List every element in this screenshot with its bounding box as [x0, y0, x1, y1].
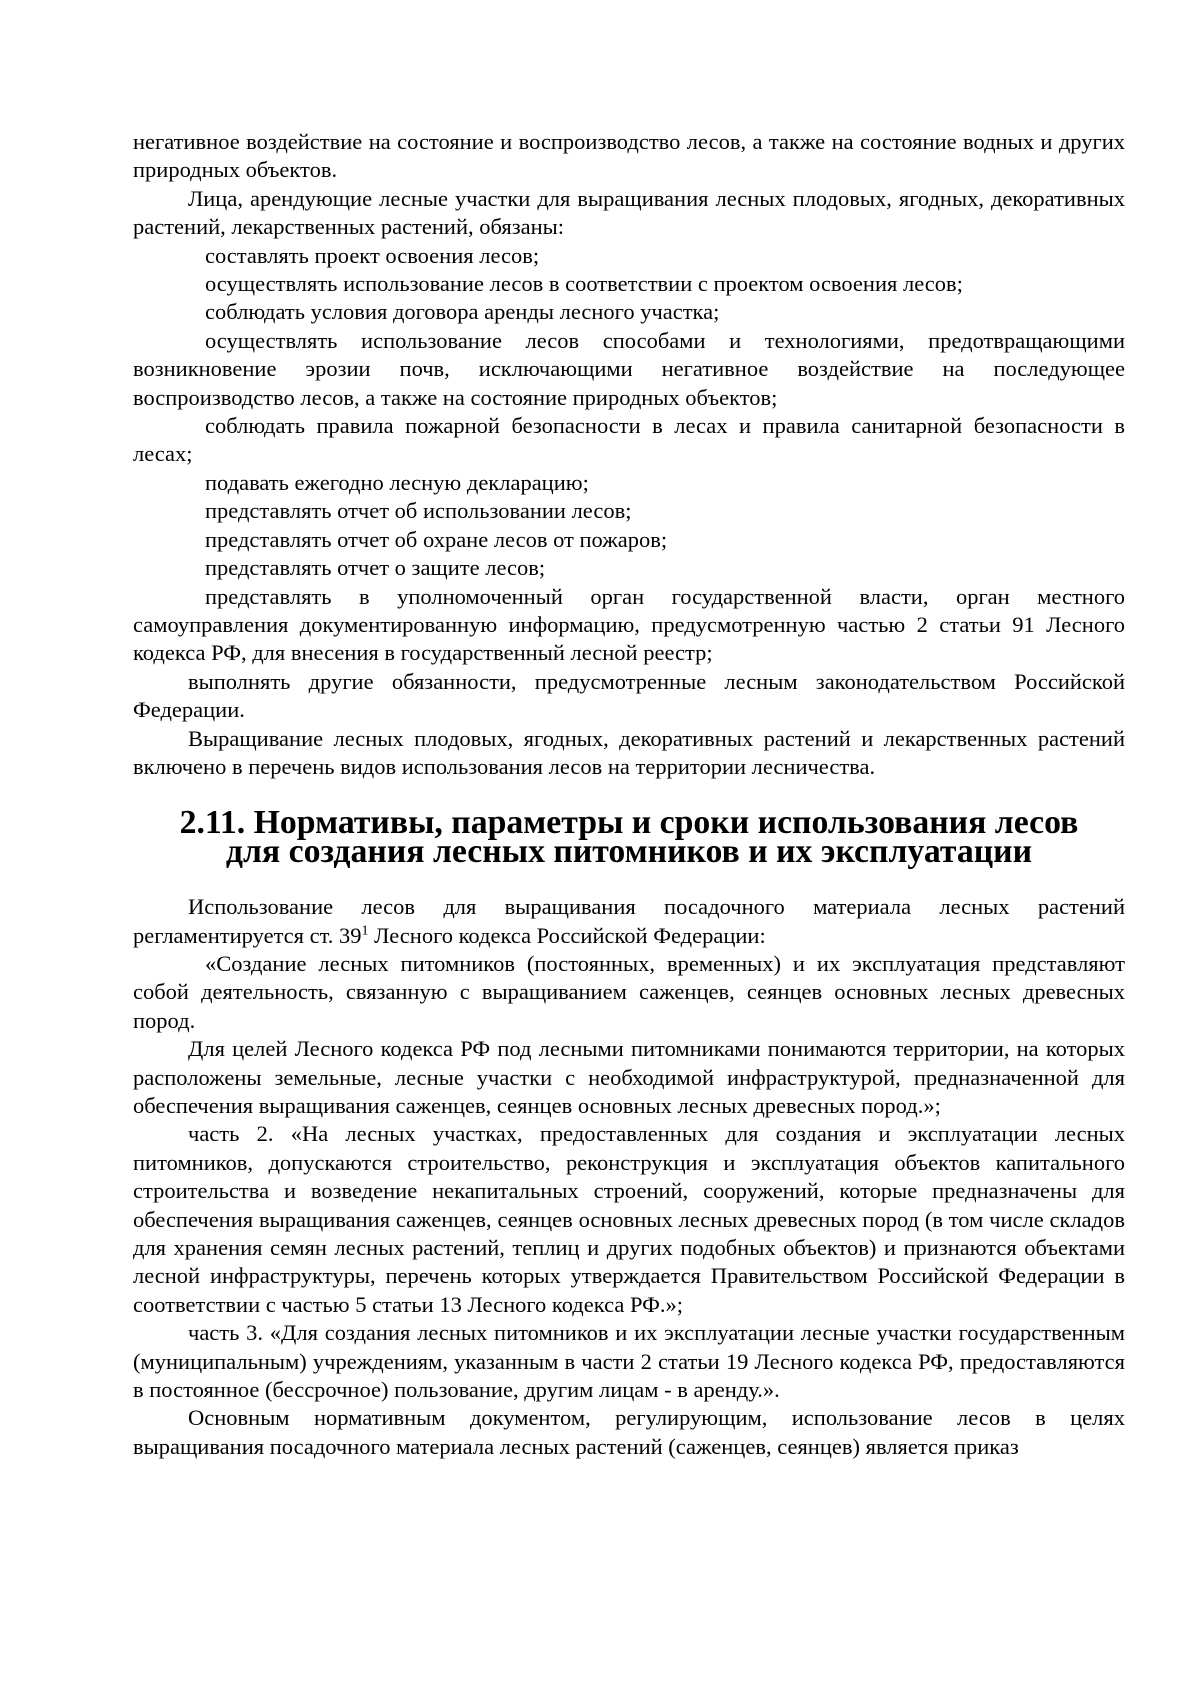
list-item: представлять отчет об охране лесов от пожаров; [205, 526, 668, 552]
list-item: представлять отчет об использовании лесов; [205, 498, 632, 524]
intro-text: Использование лесов для выращивания посадочного материала лесных растений регламентируется ст. 39 [133, 894, 1125, 948]
list-item: представлять в уполномоченный орган государственной власти, орган местного самоуправления документированную информацию, предусмотренную частью 2 статьи 91 Лесного кодекса РФ, для внесения в государственный лесной реестр; [133, 583, 1125, 666]
paragraphs-bottom [133, 950, 1125, 1461]
quote-paragraph: «Создание лесных питомников (постоянных, временных) и их эксплуатация представляют собой деятельность, связанную с выращиванием саженцев, сеянцев основных лесных древесных пород. [133, 950, 1125, 1033]
page-content [133, 128, 1125, 1461]
intro-text-end: Лесного кодекса Российской Федерации: [368, 922, 766, 948]
paragraph: Основным нормативным документом, регулирующим, использование лесов в целях выращивания посадочного материала лесных растений (саженцев, сеянцев) является приказ [133, 1405, 1125, 1459]
list-item: составлять проект освоения лесов; [205, 242, 540, 268]
list-item: соблюдать правила пожарной безопасности в лесах и правила санитарной безопасности в лесах; [133, 413, 1125, 467]
paragraph: Выращивание лесных плодовых, ягодных, декоративных растений и лекарственных растений включено в перечень видов использования лесов на территории лесничества. [133, 725, 1125, 779]
paragraph: Лица, арендующие лесные участки для выращивания лесных плодовых, ягодных, декоративных растений, лекарственных растений, обязаны: [133, 185, 1125, 240]
list-item: соблюдать условия договора аренды лесного участка; [205, 299, 720, 325]
paragraph: часть 2. «На лесных участках, предоставленных для создания и эксплуатации лесных питомников, допускаются строительство, реконструкция и эксплуатация объектов капитального строительства и возведение некапитальных строений, сооружений, которые предназначены для обеспечения выращивания саженцев, сеянцев основных лесных древесных пород (в том числе складов для хранения семян лесных растений, теплиц и других подобных объектов) и признаются объектами лесной инфраструктуры, перечень которых утверждается Правительством Российской Федерации в соответствии с частью 5 статьи 13 Лесного кодекса РФ.»; [133, 1121, 1125, 1317]
paragraph: выполнять другие обязанности, предусмотренные лесным законодательством Российской Федерации. [133, 668, 1125, 723]
paragraph: часть 3. «Для создания лесных питомников и их эксплуатации лесные участки государственным (муниципальным) учреждениям, указанным в части 2 статьи 19 Лесного кодекса РФ, предоставляются в постоянное (бессрочное) пользование, другим лицам - в аренду.». [133, 1320, 1125, 1403]
list-item: представлять отчет о защите лесов; [205, 555, 546, 581]
list-item: осуществлять использование лесов способами и технологиями, предотвращающими возникновение эрозии почв, исключающими негативное воздействие на последующее воспроизводство лесов, а также на состояние природных объектов; [133, 327, 1125, 410]
paragraph: негативное воздействие на состояние и воспроизводство лесов, а также на состояние водных и других природных объектов. [133, 129, 1125, 183]
paragraph: Для целей Лесного кодекса РФ под лесными питомниками понимаются территории, на которых расположены земельные, лесные участки с необходимой инфраструктурой, предназначенной для обеспечения выращивания саженцев, сеянцев основных лесных древесных пород.»; [133, 1036, 1125, 1118]
paragraphs-top [133, 128, 1125, 781]
article-superscript: 1 [361, 923, 369, 939]
list-item: осуществлять использование лесов в соответствии с проектом освоения лесов; [205, 271, 963, 297]
list-item: подавать ежегодно лесную декларацию; [205, 469, 589, 495]
section-heading: 2.11. Нормативы, параметры и сроки использования лесов для создания лесных питомников и их эксплуатации [179, 804, 1079, 870]
spacer [133, 866, 1125, 893]
intro-paragraph [133, 893, 1125, 950]
